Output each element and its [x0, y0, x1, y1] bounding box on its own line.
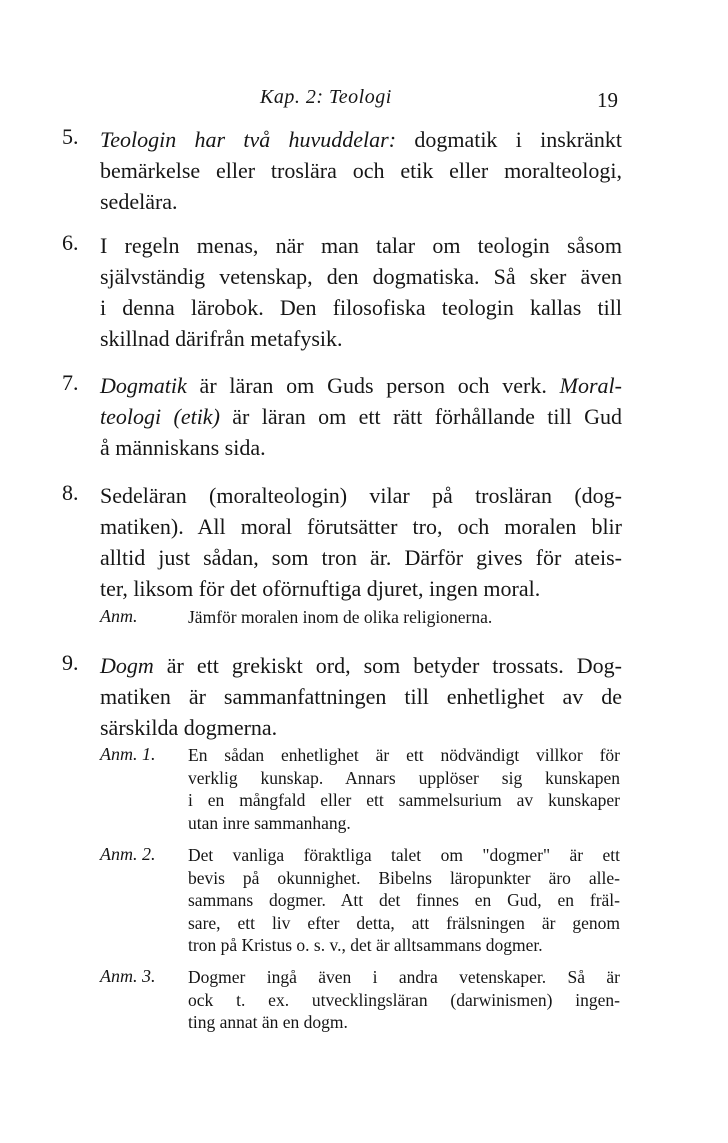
note-line: i en mångfald eller ett sammelsurium av kunskaper	[188, 790, 620, 810]
text-line: bemärkelse eller troslära och etik eller moralteologi,	[100, 158, 622, 183]
paragraph-body	[100, 480, 622, 604]
text-line	[100, 370, 622, 401]
paragraph-body	[100, 230, 622, 354]
text-line: å människans sida.	[100, 435, 266, 460]
note-line: bevis på okunnighet. Bibelns läropunkter äro alle-	[188, 867, 620, 888]
text-line: alltid just sådan, som tron är. Därför gives för ateis-	[100, 545, 622, 570]
note-text	[188, 744, 620, 834]
paragraph-9	[62, 650, 622, 743]
text-line: ter, liksom för det oförnuftiga djuret, ingen moral.	[100, 576, 541, 601]
note-label: Anm.	[100, 606, 138, 626]
paragraph-number: 8.	[62, 480, 79, 505]
note-1	[100, 744, 620, 834]
italic-term: Dogm	[100, 653, 154, 678]
note-line: tron på Kristus o. s. v., det är alltsammans dogmer.	[188, 935, 543, 955]
text-line: I regeln menas, när man talar om teologin såsom	[100, 233, 622, 258]
italic-term: Dogmatik	[100, 373, 187, 398]
paragraph-body	[100, 370, 622, 463]
paragraph-number: 9.	[62, 650, 79, 675]
text-line: sedelära.	[100, 189, 178, 214]
paragraph-6	[62, 230, 622, 354]
text-run: är läran om ett rätt förhållande till Gud	[219, 404, 623, 429]
note-line: ock t. ex. utvecklingsläran (darwinismen) ingen-	[188, 989, 620, 1010]
text-line	[100, 401, 622, 432]
paragraph-number: 5.	[62, 124, 79, 149]
note-2	[100, 844, 620, 957]
note-line: En sådan enhetlighet är ett nödvändigt villkor för	[188, 745, 620, 765]
text-line: särskilda dogmerna.	[100, 715, 278, 740]
paragraph-number: 6.	[62, 230, 79, 255]
running-title: Kap. 2: Teologi	[260, 86, 392, 108]
note-label: Anm. 2.	[100, 844, 156, 864]
italic-term: Teologin har två huvuddelar:	[100, 127, 397, 152]
note-label: Anm. 3.	[100, 966, 156, 986]
italic-term: teologi (etik)	[100, 404, 220, 429]
text-line: Sedeläran (moralteologin) vilar på trosläran (dog-	[100, 483, 622, 508]
note-line: verklig kunskap. Annars upplöser sig kunskapen	[188, 767, 620, 788]
paragraph-body	[100, 650, 622, 743]
note-text	[188, 606, 620, 629]
text-line	[100, 124, 622, 155]
text-line: skillnad därifrån metafysik.	[100, 326, 343, 351]
note-3	[100, 966, 620, 1034]
note-line: ting annat än en dogm.	[188, 1012, 348, 1032]
italic-term: Moral-	[559, 373, 622, 398]
text-run: dogmatik i inskränkt	[396, 127, 622, 152]
note-label: Anm. 1.	[100, 744, 156, 764]
note-line: sammans dogmer. Att det finnes en Gud, en fräl-	[188, 890, 620, 910]
paragraph-number: 7.	[62, 370, 79, 395]
text-line: matiken). All moral förutsätter tro, och moralen blir	[100, 514, 622, 539]
note-text	[188, 844, 620, 957]
text-run: är läran om Guds person och verk.	[186, 373, 560, 398]
paragraph-8	[62, 480, 622, 604]
note-line: sare, ett liv efter detta, att frälsningen är genom	[188, 912, 620, 933]
note-line: Det vanliga föraktliga talet om "dogmer" är ett	[188, 845, 620, 865]
text-line: matiken är sammanfattningen till enhetlighet av de	[100, 684, 622, 709]
paragraph-5	[62, 124, 622, 217]
text-line: i denna lärobok. Den filosofiska teologin kallas till	[100, 295, 622, 320]
paragraph-body	[100, 124, 622, 217]
page-header	[0, 86, 728, 116]
paragraph-7	[62, 370, 622, 463]
note-paragraph-8	[100, 606, 620, 629]
note-text	[188, 966, 620, 1034]
text-line: självständig vetenskap, den dogmatiska. Så sker även	[100, 264, 622, 289]
text-run: är ett grekiskt ord, som betyder trossats. Dog-	[153, 653, 622, 678]
note-line: Jämför moralen inom de olika religionerna.	[188, 607, 493, 627]
text-line	[100, 650, 622, 681]
note-line: utan inre sammanhang.	[188, 812, 351, 833]
note-line: Dogmer ingå även i andra vetenskaper. Så är	[188, 967, 620, 987]
page-number: 19	[597, 88, 618, 112]
